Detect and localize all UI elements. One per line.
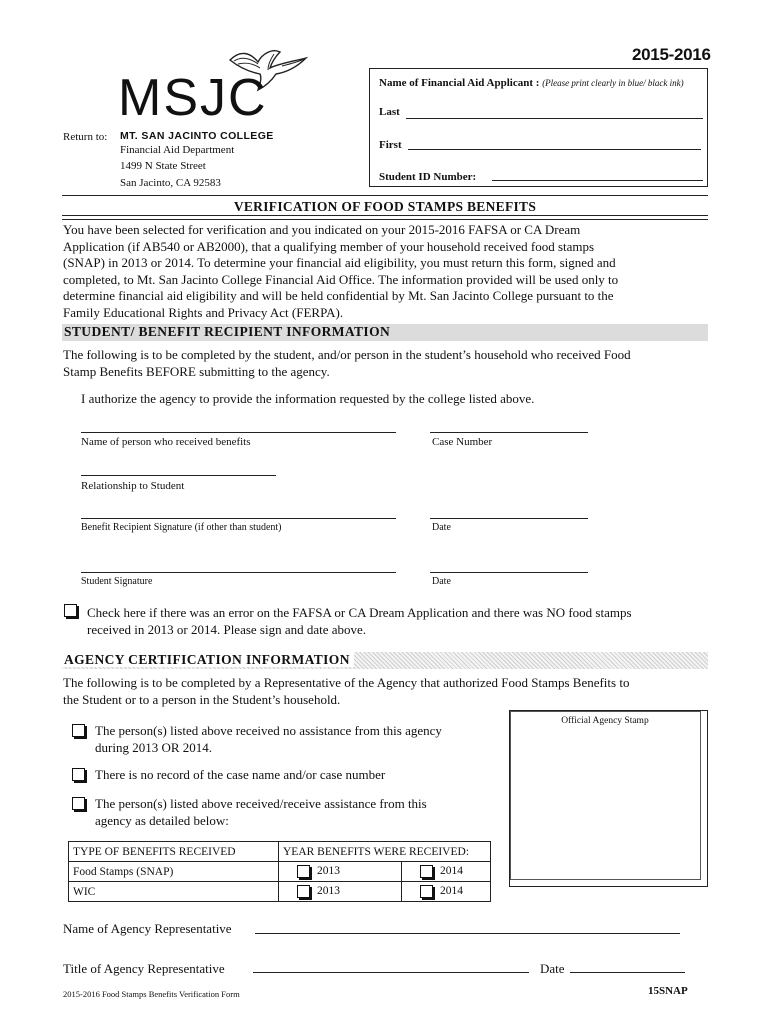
option-no-record-text: There is no record of the case name and/or case number [95, 767, 386, 782]
rep-date-label: Date [540, 961, 565, 976]
applicant-box-title: Name of Financial Aid Applicant : [379, 77, 540, 89]
applicant-box-note: (Please print clearly in blue/ black ink) [542, 78, 684, 88]
option-received-checkbox[interactable] [72, 797, 85, 810]
student-signature-label: Student Signature [81, 576, 153, 587]
case-number-label: Case Number [432, 436, 493, 448]
wic-2013-checkbox[interactable] [297, 885, 310, 898]
recipient-signature-field[interactable] [81, 518, 396, 519]
city-address: San Jacinto, CA 92583 [120, 177, 221, 189]
recipient-date-field[interactable] [430, 518, 588, 519]
case-number-field[interactable] [430, 432, 588, 433]
option-received-text: The person(s) listed above received/receive assistance from this agency as detailed below: [95, 796, 427, 828]
snap-2013-cell[interactable]: 2013 [279, 862, 402, 882]
recipient-signature-label: Benefit Recipient Signature (if other than student) [81, 522, 282, 533]
department: Financial Aid Department [120, 144, 235, 156]
wic-2014-cell[interactable]: 2014 [402, 882, 491, 902]
student-id-field[interactable] [492, 180, 703, 181]
recipient-date-label: Date [432, 522, 451, 533]
rep-title-label: Title of Agency Representative [63, 961, 225, 976]
footer-code: 15SNAP [648, 985, 688, 997]
table-row [69, 862, 491, 882]
rep-name-label: Name of Agency Representative [63, 921, 232, 936]
first-name-label: First [379, 139, 402, 151]
option-no-assistance-text: The person(s) listed above received no assistance from this agency during 2013 OR 2014. [95, 723, 442, 755]
agency-section-heading: AGENCY CERTIFICATION INFORMATION [62, 652, 708, 669]
authorize-statement: I authorize the agency to provide the information requested by the college listed above. [81, 391, 535, 406]
option-no-assistance-checkbox[interactable] [72, 724, 85, 737]
recipient-name-field[interactable] [81, 432, 396, 433]
street-address: 1499 N State Street [120, 160, 206, 172]
option-no-record-checkbox[interactable] [72, 768, 85, 781]
form-title: VERIFICATION OF FOOD STAMPS BENEFITS [233, 199, 537, 214]
official-stamp-box[interactable] [509, 710, 708, 887]
rep-name-field[interactable] [255, 933, 680, 934]
wic-2013-cell[interactable]: 2013 [279, 882, 402, 902]
stamp-label: Official Agency Stamp [561, 716, 649, 726]
applicant-box [369, 68, 708, 187]
footer-form-name: 2015-2016 Food Stamps Benefits Verification Form [63, 989, 240, 999]
logo-text: MSJC [118, 69, 268, 127]
student-section-heading: STUDENT/ BENEFIT RECIPIENT INFORMATION [62, 324, 708, 341]
relationship-field[interactable] [81, 475, 276, 476]
benefits-table-header [69, 842, 491, 862]
student-date-field[interactable] [430, 572, 588, 573]
error-check-text: Check here if there was an error on the FAFSA or CA Dream Application and there was NO food stamps received in 2013 or 2014. Please sign and date above. [87, 605, 632, 637]
error-checkbox[interactable] [64, 604, 77, 617]
snap-2013-checkbox[interactable] [297, 865, 310, 878]
title-rule-bottom [62, 215, 708, 220]
return-to-label: Return to: [63, 131, 108, 143]
benefit-type-snap: Food Stamps (SNAP) [69, 862, 279, 882]
benefit-type-wic: WIC [69, 882, 279, 902]
wic-2014-checkbox[interactable] [420, 885, 433, 898]
first-name-field[interactable] [408, 149, 701, 150]
relationship-label: Relationship to Student [81, 480, 185, 492]
last-name-field[interactable] [406, 118, 703, 119]
student-signature-field[interactable] [81, 572, 396, 573]
table-row [69, 882, 491, 902]
student-date-label: Date [432, 576, 451, 587]
recipient-name-label: Name of person who received benefits [81, 436, 251, 448]
student-instructions: The following is to be completed by the student, and/or person in the student’s household who received Food Stamp Benefits BEFORE submitting to the agency. [63, 347, 631, 379]
col-year-header: YEAR BENEFITS WERE RECEIVED: [279, 842, 491, 862]
rep-title-field[interactable] [253, 972, 529, 973]
rep-date-field[interactable] [570, 972, 685, 973]
snap-2014-checkbox[interactable] [420, 865, 433, 878]
intro-paragraph: You have been selected for verification and you indicated on your 2015-2016 FAFSA or CA Dream Application (if AB540 or AB2000), that a qualifying member of your household received food stamps (SNAP) in 2013 or 2014. To determine your financial aid eligibility, you must return this form, signed and completed, to Mt. San Jacinto College Financial Aid Office. The information provided will be used only to determine financial aid eligibility and will be held confidential by Mt. San Jacinto College pursuant to the Family Educational Rights and Privacy Act (FERPA). [63, 222, 619, 320]
agency-instructions: The following is to be completed by a Representative of the Agency that authorized Food Stamps Benefits to the Student or to a person in the Student’s household. [63, 675, 630, 707]
title-rule [62, 195, 708, 196]
col-type-header: TYPE OF BENEFITS RECEIVED [69, 842, 279, 862]
snap-2014-cell[interactable]: 2014 [402, 862, 491, 882]
form-year: 2015-2016 [632, 45, 711, 64]
last-name-label: Last [379, 106, 400, 118]
college-name: MT. SAN JACINTO COLLEGE [120, 130, 274, 142]
student-id-label: Student ID Number: [379, 171, 477, 183]
benefits-table [68, 841, 491, 902]
